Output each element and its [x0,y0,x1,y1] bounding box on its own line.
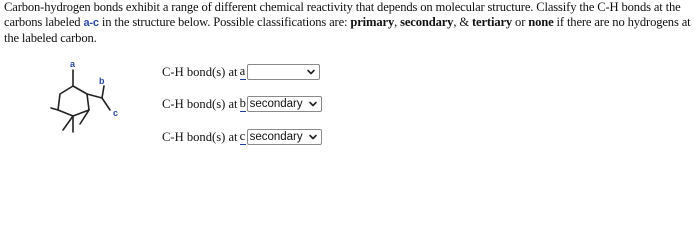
question-letter: b [239,96,246,110]
classification-select-b[interactable] [247,96,322,112]
bond-line [87,94,102,98]
question-row-a [162,64,320,80]
structure-label-b: b [99,76,105,86]
ring-right [73,86,89,116]
structure-label-a: a [70,59,76,69]
bond-line [63,116,73,130]
option-primary: primary [350,15,395,29]
chevron-down-icon [308,132,318,142]
question-label: C-H bond(s) at [162,129,238,144]
molecule-structure [50,58,140,150]
classification-select-c[interactable] [247,129,322,145]
instructions-part3: if there are no hydrogens at the labeled carbon. [4,15,691,45]
option-tertiary: tertiary [472,15,513,29]
ring-left [58,86,73,116]
separator: , & [453,15,472,29]
bond-line [102,98,110,110]
question-letter: a [239,64,246,78]
separator: or [512,15,529,29]
option-none: none [528,15,554,29]
bond-line [51,108,58,110]
instructions-part1: Carbon-hydrogen bonds exhibit a range of different chemical reactivity that depends on molecular structure. Classify the C-H bonds at the carbons labeled [4,0,681,29]
question-label: C-H bond(s) at [162,64,238,79]
select-value: secondary [249,131,303,143]
separator: , [394,15,401,29]
question-row-c [162,129,322,145]
instructions-text [4,0,692,46]
chevron-down-icon [306,67,316,77]
carbon-range-label: a-c [83,17,99,29]
question-row-b [162,96,322,112]
classification-select-a[interactable] [247,64,320,80]
chevron-down-icon [308,99,318,109]
question-letter: c [239,129,246,143]
select-value: secondary [249,98,303,110]
instructions-part2: in the structure below. Possible classifications are: [98,15,351,29]
bond-line [102,86,104,98]
question-label: C-H bond(s) at [162,96,238,111]
option-secondary: secondary [400,15,454,29]
structure-label-c: c [113,108,119,118]
